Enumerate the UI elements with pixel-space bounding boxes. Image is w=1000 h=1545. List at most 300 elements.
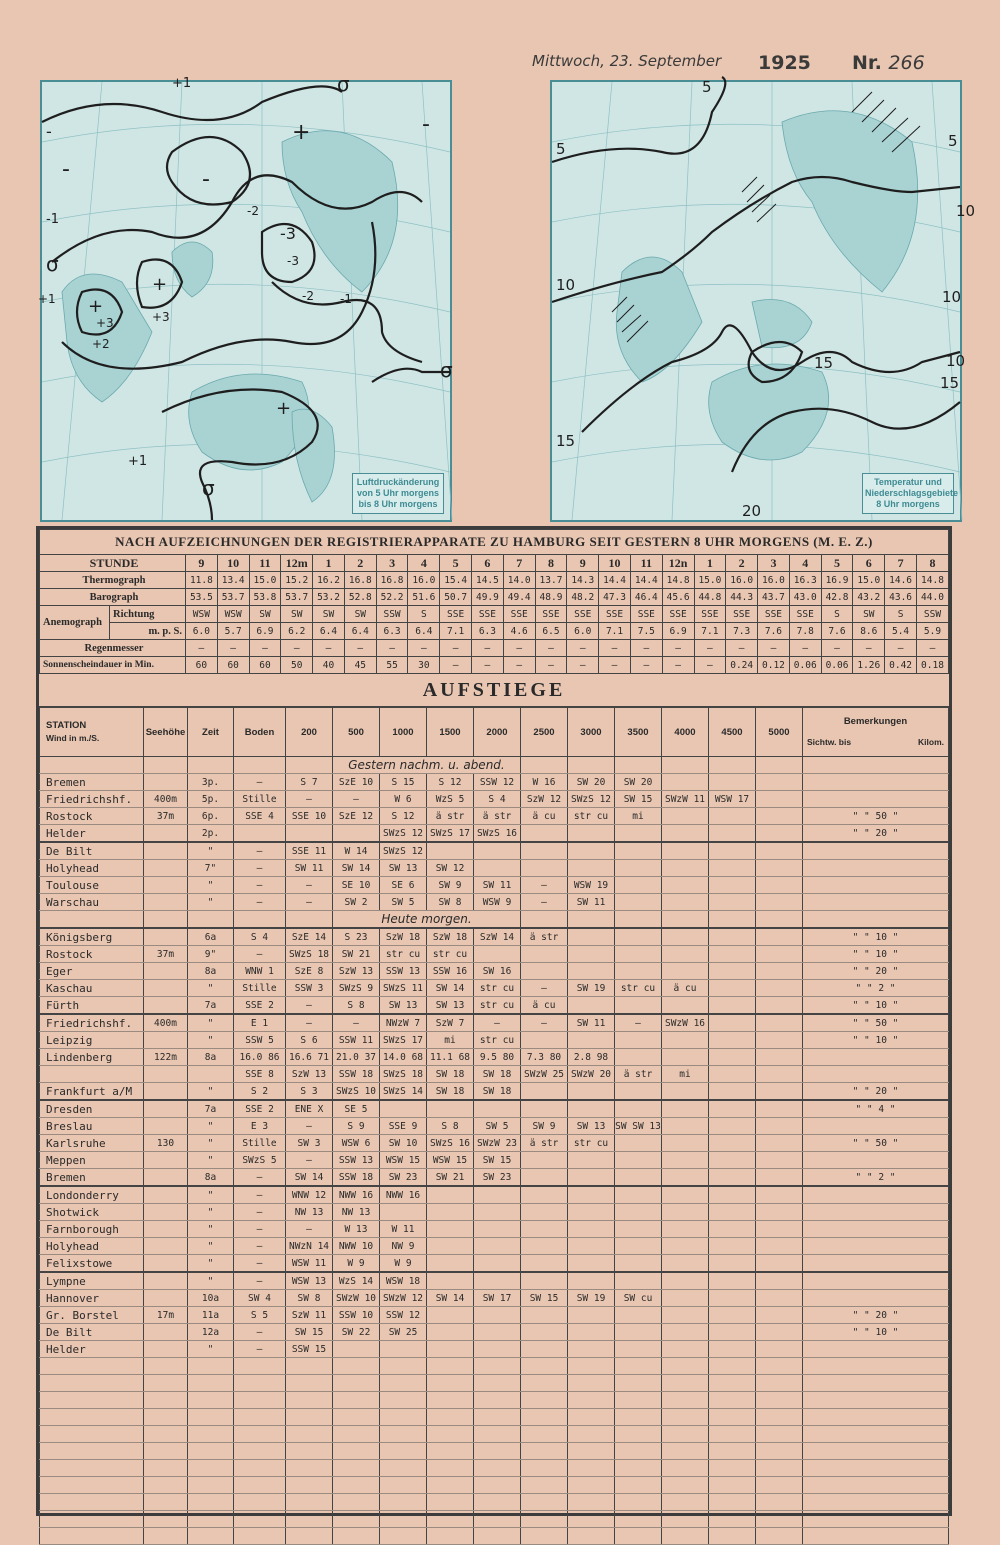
empty-cell (333, 1375, 380, 1392)
wind-cell (756, 1083, 803, 1101)
empty-cell (286, 1460, 333, 1477)
map-legend (352, 473, 444, 514)
hourly-cell: 60 (217, 657, 249, 674)
hourly-cell: 1 (313, 555, 345, 572)
station-boden: — (234, 1238, 286, 1255)
legend-line: bis 8 Uhr morgens (358, 499, 438, 509)
empty-cell (40, 1409, 144, 1426)
station-name (40, 1066, 144, 1083)
station-boden: — (234, 1221, 286, 1238)
map-label: 5 (556, 140, 566, 158)
hourly-cell: 53.8 (249, 589, 281, 606)
hourly-cell: 11.8 (186, 572, 218, 589)
wind-cell (756, 1221, 803, 1238)
wind-cell (521, 1255, 568, 1273)
wind-cell: str cu (568, 1135, 615, 1152)
wind-cell (615, 946, 662, 963)
empty-cell (188, 1409, 234, 1426)
empty-cell (803, 1511, 949, 1528)
hourly-cell: SSE (662, 606, 694, 623)
wind-cell: SzW 12 (521, 791, 568, 808)
empty-cell (286, 1426, 333, 1443)
wind-cell: 16.6 71 (286, 1049, 333, 1066)
empty-cell (615, 911, 662, 929)
empty-cell (380, 1460, 427, 1477)
station-zeit: 12a (188, 1324, 234, 1341)
station-zeit: 10a (188, 1290, 234, 1307)
hourly-cell: SSE (535, 606, 567, 623)
legend-line: 8 Uhr morgens (876, 499, 940, 509)
empty-cell (234, 1392, 286, 1409)
hourly-cell: SSW (916, 606, 948, 623)
hourly-cell: 9 (186, 555, 218, 572)
wind-cell (568, 1152, 615, 1169)
wind-cell: SWzS 16 (474, 825, 521, 843)
wind-cell (286, 825, 333, 843)
map-label: - (202, 167, 210, 192)
hourly-cell: 5.7 (217, 623, 249, 640)
empty-cell (709, 1528, 756, 1545)
station-seehoehe (144, 1238, 188, 1255)
station-col-label: STATION (46, 720, 87, 731)
map-label: -2 (302, 289, 314, 303)
hourly-cell: 11 (249, 555, 281, 572)
empty-cell (333, 1494, 380, 1511)
wind-cell (427, 1221, 474, 1238)
wind-cell (709, 1341, 756, 1358)
wind-cell (756, 1307, 803, 1324)
hourly-cell: SSE (758, 606, 790, 623)
station-name: Frankfurt a/M (40, 1083, 144, 1101)
station-name: Rostock (40, 808, 144, 825)
wind-cell: SW 21 (427, 1169, 474, 1187)
wind-cell (521, 825, 568, 843)
wind-cell (474, 860, 521, 877)
wind-cell (568, 860, 615, 877)
wind-cell: WSW 9 (474, 894, 521, 911)
map-label: + (276, 398, 292, 419)
hourly-cell: 6.3 (376, 623, 408, 640)
wind-cell (474, 1324, 521, 1341)
empty-cell (333, 1528, 380, 1545)
empty-cell (709, 1392, 756, 1409)
empty-cell (286, 1375, 333, 1392)
empty-cell (709, 1358, 756, 1375)
empty-cell (427, 1460, 474, 1477)
wind-cell (568, 1272, 615, 1290)
wind-cell: SWzS 17 (427, 825, 474, 843)
hourly-cell: 13.7 (535, 572, 567, 589)
empty-cell (286, 911, 333, 929)
wind-cell (709, 1272, 756, 1290)
wind-cell: S 6 (286, 1032, 333, 1049)
empty-cell (427, 1443, 474, 1460)
hourly-cell: SSE (567, 606, 599, 623)
hourly-cell: 52.2 (376, 589, 408, 606)
wind-cell: NWW 10 (333, 1238, 380, 1255)
wind-cell: SWzW 20 (568, 1066, 615, 1083)
station-zeit: " (188, 1083, 234, 1101)
wind-cell (474, 946, 521, 963)
hourly-cell: — (535, 657, 567, 674)
empty-cell (188, 757, 234, 774)
sonne-label: Sonnenscheindauer in Min. (40, 657, 186, 674)
height-header: 1500 (427, 708, 474, 757)
hourly-cell: 6.2 (281, 623, 313, 640)
aufstiege-title: AUFSTIEGE (39, 674, 949, 707)
hourly-cell: 6 (853, 555, 885, 572)
wind-cell: S 4 (474, 791, 521, 808)
station-seehoehe (144, 1324, 188, 1341)
empty-cell (756, 1392, 803, 1409)
wind-cell: SWzS 17 (380, 1032, 427, 1049)
aufstiege-table (39, 707, 949, 1545)
hourly-cell: 1 (694, 555, 726, 572)
station-boden: SSE 2 (234, 997, 286, 1015)
empty-cell (40, 1511, 144, 1528)
station-boden: SWzS 5 (234, 1152, 286, 1169)
wind-cell: — (286, 997, 333, 1015)
station-seehoehe (144, 842, 188, 860)
wind-cell (568, 1083, 615, 1101)
wind-cell: — (333, 1014, 380, 1032)
hourly-cell: 7 (885, 555, 917, 572)
wind-cell: 9.5 80 (474, 1049, 521, 1066)
wind-cell: SSW 12 (380, 1307, 427, 1324)
wind-cell (709, 894, 756, 911)
empty-cell (40, 1477, 144, 1494)
empty-cell (709, 1375, 756, 1392)
wind-cell (709, 1135, 756, 1152)
empty-cell (803, 1528, 949, 1545)
map-label: + (88, 296, 104, 317)
remark-cell (803, 1204, 949, 1221)
empty-cell (521, 1426, 568, 1443)
hourly-cell: — (281, 640, 313, 657)
map-label: 20 (742, 502, 762, 520)
bemerkungen-label: Bemerkungen (843, 716, 908, 727)
empty-row (40, 1477, 949, 1494)
hourly-cell: 3 (758, 555, 790, 572)
station-seehoehe (144, 1186, 188, 1204)
station-name: Holyhead (40, 860, 144, 877)
empty-cell (803, 1375, 949, 1392)
empty-cell (615, 1494, 662, 1511)
wind-cell: WNW 12 (286, 1186, 333, 1204)
section-note: Heute morgen. (333, 911, 521, 929)
hourly-cell: — (916, 640, 948, 657)
station-zeit: " (188, 1032, 234, 1049)
hourly-cell: 53.7 (281, 589, 313, 606)
wind-cell (662, 825, 709, 843)
empty-cell (286, 1494, 333, 1511)
legend-line: von 5 Uhr morgens (356, 488, 439, 498)
wind-cell (756, 1255, 803, 1273)
wind-cell: SW 11 (568, 1014, 615, 1032)
hourly-cell: 53.5 (186, 589, 218, 606)
wind-cell: W 14 (333, 842, 380, 860)
empty-cell (333, 1443, 380, 1460)
wind-cell: S 12 (427, 774, 474, 791)
wind-cell (662, 774, 709, 791)
wind-cell: NWzW 7 (380, 1014, 427, 1032)
wind-cell (756, 1324, 803, 1341)
wind-cell: WSW 15 (427, 1152, 474, 1169)
wind-cell: SzW 13 (333, 963, 380, 980)
seehoehe-header: Seehöhe (144, 708, 188, 757)
empty-cell (615, 1358, 662, 1375)
remark-cell: " " 50 " (803, 1135, 949, 1152)
wind-cell: — (521, 980, 568, 997)
wind-cell: SWzS 12 (380, 825, 427, 843)
station-seehoehe: 17m (144, 1307, 188, 1324)
kilom-label: Kilom. (918, 737, 944, 747)
empty-cell (144, 757, 188, 774)
wind-cell (756, 774, 803, 791)
station-zeit: " (188, 980, 234, 997)
hourly-cell: — (630, 640, 662, 657)
wind-cell (521, 1307, 568, 1324)
station-boden: WNW 1 (234, 963, 286, 980)
wind-cell: — (615, 1014, 662, 1032)
wind-cell: mi (427, 1032, 474, 1049)
wind-cell (615, 1255, 662, 1273)
wind-cell: str cu (474, 997, 521, 1015)
remark-cell (803, 774, 949, 791)
wind-cell (662, 946, 709, 963)
wind-cell: SW SW 13 (615, 1118, 662, 1135)
station-row (40, 1135, 949, 1152)
remark-cell: " " 50 " (803, 808, 949, 825)
empty-cell (615, 1460, 662, 1477)
station-row (40, 791, 949, 808)
wind-cell: W 16 (521, 774, 568, 791)
empty-row (40, 1375, 949, 1392)
station-seehoehe: 400m (144, 791, 188, 808)
empty-cell (144, 1375, 188, 1392)
wind-cell: S 8 (427, 1118, 474, 1135)
remark-cell: " " 4 " (803, 1100, 949, 1118)
hourly-cell: SW (313, 606, 345, 623)
empty-cell (521, 1392, 568, 1409)
map-label: - (422, 112, 430, 137)
wind-cell (662, 1290, 709, 1307)
wind-cell (521, 1152, 568, 1169)
empty-cell (427, 1392, 474, 1409)
wind-cell (709, 928, 756, 946)
wind-cell (756, 877, 803, 894)
hourly-cell: 50.7 (440, 589, 472, 606)
station-seehoehe: 37m (144, 946, 188, 963)
wind-cell (615, 1135, 662, 1152)
wind-cell: SW 3 (286, 1135, 333, 1152)
empty-cell (188, 1477, 234, 1494)
wind-cell (615, 1169, 662, 1187)
wind-cell (756, 1169, 803, 1187)
station-name: Lindenberg (40, 1049, 144, 1066)
wind-cell: SSW 18 (333, 1169, 380, 1187)
station-name: Meppen (40, 1152, 144, 1169)
hourly-cell: S (885, 606, 917, 623)
wind-cell: SW 11 (286, 860, 333, 877)
wind-cell (709, 877, 756, 894)
hourly-cell: 60 (186, 657, 218, 674)
wind-cell (756, 928, 803, 946)
hourly-cell: 45 (344, 657, 376, 674)
hourly-cell: — (567, 657, 599, 674)
wind-cell: — (286, 1221, 333, 1238)
hourly-cell: 0.12 (758, 657, 790, 674)
empty-cell (615, 1426, 662, 1443)
station-name: Farnborough (40, 1221, 144, 1238)
wind-cell: SW 14 (333, 860, 380, 877)
hourly-cell: — (440, 640, 472, 657)
wind-cell (427, 1272, 474, 1290)
wind-cell (615, 928, 662, 946)
empty-cell (40, 1392, 144, 1409)
wind-cell (756, 1100, 803, 1118)
hourly-cell: 15.0 (694, 572, 726, 589)
height-header: 2500 (521, 708, 568, 757)
wind-cell: SW 25 (380, 1324, 427, 1341)
remark-cell (803, 842, 949, 860)
station-zeit: " (188, 1118, 234, 1135)
wind-cell (709, 860, 756, 877)
hourly-cell: SSE (726, 606, 758, 623)
wind-cell (756, 980, 803, 997)
empty-cell (144, 1494, 188, 1511)
wind-cell (662, 860, 709, 877)
wind-cell: WSW 17 (709, 791, 756, 808)
empty-cell (40, 1443, 144, 1460)
empty-cell (756, 1358, 803, 1375)
wind-cell: NWW 16 (380, 1186, 427, 1204)
wind-cell: ENE X (286, 1100, 333, 1118)
map-label: -3 (280, 224, 296, 243)
empty-row (40, 1460, 949, 1477)
wind-cell (427, 842, 474, 860)
empty-cell (286, 1443, 333, 1460)
richtung-label: Richtung (110, 606, 186, 623)
wind-cell (709, 1032, 756, 1049)
hourly-cell: S (408, 606, 440, 623)
empty-cell (568, 1494, 615, 1511)
station-name: Londonderry (40, 1186, 144, 1204)
station-zeit: " (188, 1204, 234, 1221)
hourly-cell: 0.18 (916, 657, 948, 674)
empty-cell (709, 1409, 756, 1426)
wind-cell: W 9 (333, 1255, 380, 1273)
wind-cell (662, 1100, 709, 1118)
empty-cell (286, 1477, 333, 1494)
station-seehoehe (144, 774, 188, 791)
wind-cell (709, 1049, 756, 1066)
wind-cell: SW 18 (474, 1066, 521, 1083)
station-seehoehe (144, 1118, 188, 1135)
station-zeit: " (188, 1221, 234, 1238)
station-boden: SSE 4 (234, 808, 286, 825)
station-seehoehe: 400m (144, 1014, 188, 1032)
empty-cell (803, 757, 949, 774)
hourly-cell: SW (853, 606, 885, 623)
empty-cell (756, 757, 803, 774)
hourly-cell: 15.0 (249, 572, 281, 589)
empty-cell (709, 911, 756, 929)
station-boden: — (234, 877, 286, 894)
wind-cell: SE 5 (333, 1100, 380, 1118)
station-name: Königsberg (40, 928, 144, 946)
wind-cell: 2.8 98 (568, 1049, 615, 1066)
hourly-cell: WSW (186, 606, 218, 623)
empty-cell (521, 911, 568, 929)
empty-cell (709, 1494, 756, 1511)
empty-cell (333, 1511, 380, 1528)
wind-cell: SWzS 16 (427, 1135, 474, 1152)
station-boden: SW 4 (234, 1290, 286, 1307)
empty-cell (662, 1528, 709, 1545)
remark-cell: " " 10 " (803, 1032, 949, 1049)
hourly-cell: 16.0 (726, 572, 758, 589)
station-name: Felixstowe (40, 1255, 144, 1273)
station-seehoehe: 37m (144, 808, 188, 825)
empty-cell (474, 1477, 521, 1494)
wind-cell: SzW 14 (474, 928, 521, 946)
empty-cell (40, 1358, 144, 1375)
wind-cell: SSW 12 (474, 774, 521, 791)
empty-cell (709, 1426, 756, 1443)
station-row (40, 774, 949, 791)
remark-cell: " " 10 " (803, 997, 949, 1015)
wind-cell (380, 1204, 427, 1221)
wind-cell: SW 5 (474, 1118, 521, 1135)
wind-cell (568, 1307, 615, 1324)
empty-cell (803, 911, 949, 929)
empty-cell (756, 1477, 803, 1494)
empty-cell (803, 1460, 949, 1477)
empty-cell (286, 1528, 333, 1545)
wind-cell: SW 23 (380, 1169, 427, 1187)
wind-cell (474, 1272, 521, 1290)
wind-cell: — (286, 1152, 333, 1169)
map-label: -3 (287, 254, 299, 268)
map-label: -1 (46, 212, 59, 227)
empty-cell (568, 1409, 615, 1426)
year: 1925 (758, 52, 811, 74)
hourly-cell: 43.6 (885, 589, 917, 606)
wind-cell: SW 9 (521, 1118, 568, 1135)
station-row (40, 1255, 949, 1273)
hourly-cell: — (186, 640, 218, 657)
hourly-cell: 4.6 (503, 623, 535, 640)
empty-cell (234, 911, 286, 929)
empty-cell (286, 1511, 333, 1528)
station-boden: S 2 (234, 1083, 286, 1101)
map-label: σ (46, 252, 59, 276)
empty-cell (521, 1494, 568, 1511)
wind-cell: SW 20 (615, 774, 662, 791)
wind-cell: — (286, 1118, 333, 1135)
height-header: 500 (333, 708, 380, 757)
empty-cell (380, 1528, 427, 1545)
station-zeit: 7" (188, 860, 234, 877)
station-zeit: " (188, 894, 234, 911)
empty-cell (234, 1409, 286, 1426)
station-seehoehe (144, 1066, 188, 1083)
wind-cell: NWzN 14 (286, 1238, 333, 1255)
empty-cell (144, 1392, 188, 1409)
wind-cell (615, 1100, 662, 1118)
map-label: 10 (556, 276, 576, 294)
